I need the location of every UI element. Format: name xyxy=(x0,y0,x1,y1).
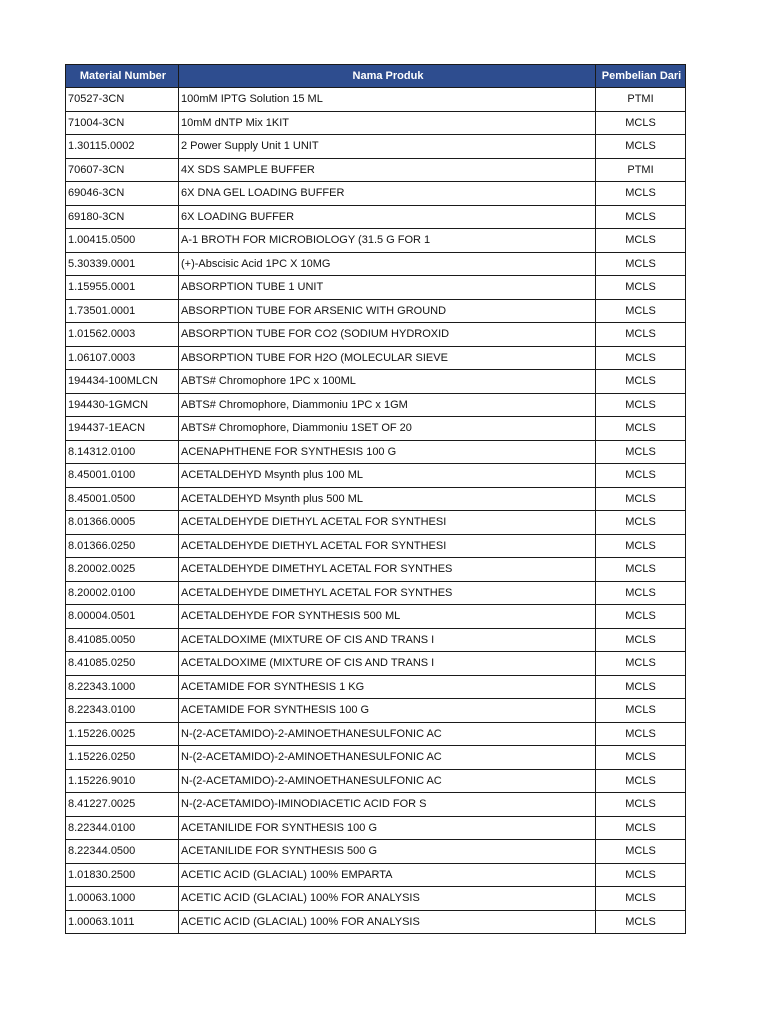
supplier-cell[interactable]: PTMI xyxy=(596,158,686,182)
material-number-cell[interactable]: 194430-1GMCN xyxy=(66,393,179,417)
product-name-cell[interactable]: ACETALDEHYDE DIETHYL ACETAL FOR SYNTHESI xyxy=(179,511,596,535)
table-row xyxy=(66,534,686,558)
material-number-cell[interactable]: 1.01562.0003 xyxy=(66,323,179,347)
product-name-cell[interactable]: N-(2-ACETAMIDO)-2-AMINOETHANESULFONIC AC xyxy=(179,746,596,770)
material-number-cell[interactable]: 1.30115.0002 xyxy=(66,135,179,159)
supplier-cell[interactable]: MCLS xyxy=(596,252,686,276)
product-name-cell[interactable]: ACETALDEHYDE DIMETHYL ACETAL FOR SYNTHES xyxy=(179,558,596,582)
supplier-cell[interactable]: MCLS xyxy=(596,863,686,887)
material-number-cell[interactable]: 1.15955.0001 xyxy=(66,276,179,300)
material-number-cell[interactable]: 8.22343.1000 xyxy=(66,675,179,699)
material-number-cell[interactable]: 194434-100MLCN xyxy=(66,370,179,394)
supplier-cell[interactable]: MCLS xyxy=(596,605,686,629)
table-row xyxy=(66,135,686,159)
material-number-cell[interactable]: 8.41085.0050 xyxy=(66,628,179,652)
table-row xyxy=(66,628,686,652)
material-number-cell[interactable]: 70607-3CN xyxy=(66,158,179,182)
supplier-cell[interactable]: MCLS xyxy=(596,182,686,206)
supplier-cell[interactable]: MCLS xyxy=(596,722,686,746)
material-number-cell[interactable]: 1.00063.1011 xyxy=(66,910,179,934)
product-name-cell[interactable]: ACETANILIDE FOR SYNTHESIS 100 G xyxy=(179,816,596,840)
material-number-cell[interactable]: 8.41085.0250 xyxy=(66,652,179,676)
product-name-cell[interactable]: 4X SDS SAMPLE BUFFER xyxy=(179,158,596,182)
supplier-cell[interactable]: MCLS xyxy=(596,393,686,417)
supplier-cell[interactable]: MCLS xyxy=(596,417,686,441)
material-number-cell[interactable]: 5.30339.0001 xyxy=(66,252,179,276)
material-number-cell[interactable]: 8.45001.0500 xyxy=(66,487,179,511)
table-row xyxy=(66,558,686,582)
table-row xyxy=(66,417,686,441)
supplier-cell[interactable]: MCLS xyxy=(596,652,686,676)
table-row xyxy=(66,299,686,323)
material-number-cell[interactable]: 1.15226.9010 xyxy=(66,769,179,793)
table-row xyxy=(66,323,686,347)
material-number-cell[interactable]: 8.01366.0250 xyxy=(66,534,179,558)
table-row xyxy=(66,440,686,464)
material-number-cell[interactable]: 8.22344.0500 xyxy=(66,840,179,864)
product-name-cell[interactable]: ABSORPTION TUBE 1 UNIT xyxy=(179,276,596,300)
supplier-cell[interactable]: MCLS xyxy=(596,511,686,535)
table-row xyxy=(66,182,686,206)
material-number-cell[interactable]: 1.15226.0250 xyxy=(66,746,179,770)
product-name-cell[interactable]: N-(2-ACETAMIDO)-IMINODIACETIC ACID FOR S xyxy=(179,793,596,817)
material-number-cell[interactable]: 1.00415.0500 xyxy=(66,229,179,253)
table-row xyxy=(66,887,686,911)
supplier-cell[interactable]: MCLS xyxy=(596,840,686,864)
header-material-number[interactable]: Material Number xyxy=(66,65,179,88)
table-row xyxy=(66,487,686,511)
table-body xyxy=(66,88,686,934)
product-name-cell[interactable]: ABTS# Chromophore 1PC x 100ML xyxy=(179,370,596,394)
material-number-cell[interactable]: 69046-3CN xyxy=(66,182,179,206)
material-number-cell[interactable]: 1.00063.1000 xyxy=(66,887,179,911)
material-number-cell[interactable]: 69180-3CN xyxy=(66,205,179,229)
supplier-cell[interactable]: PTMI xyxy=(596,88,686,112)
table-row xyxy=(66,370,686,394)
product-name-cell[interactable]: ACETALDEHYDE DIMETHYL ACETAL FOR SYNTHES xyxy=(179,581,596,605)
supplier-cell[interactable]: MCLS xyxy=(596,793,686,817)
supplier-cell[interactable]: MCLS xyxy=(596,299,686,323)
header-pembelian-dari[interactable]: Pembelian Dari xyxy=(596,65,686,88)
material-number-cell[interactable]: 1.06107.0003 xyxy=(66,346,179,370)
product-name-cell[interactable]: ACETALDEHYDE FOR SYNTHESIS 500 ML xyxy=(179,605,596,629)
supplier-cell[interactable]: MCLS xyxy=(596,910,686,934)
table-row xyxy=(66,699,686,723)
material-number-cell[interactable]: 70527-3CN xyxy=(66,88,179,112)
table-row xyxy=(66,793,686,817)
supplier-cell[interactable]: MCLS xyxy=(596,581,686,605)
header-nama-produk[interactable]: Nama Produk xyxy=(179,65,596,88)
material-number-cell[interactable]: 1.73501.0001 xyxy=(66,299,179,323)
table-row xyxy=(66,863,686,887)
material-number-cell[interactable]: 8.22343.0100 xyxy=(66,699,179,723)
supplier-cell[interactable]: MCLS xyxy=(596,205,686,229)
table-row xyxy=(66,910,686,934)
product-name-cell[interactable]: 100mM IPTG Solution 15 ML xyxy=(179,88,596,112)
supplier-cell[interactable]: MCLS xyxy=(596,746,686,770)
table-row xyxy=(66,746,686,770)
product-name-cell[interactable]: ABSORPTION TUBE FOR CO2 (SODIUM HYDROXID xyxy=(179,323,596,347)
supplier-cell[interactable]: MCLS xyxy=(596,323,686,347)
product-name-cell[interactable]: N-(2-ACETAMIDO)-2-AMINOETHANESULFONIC AC xyxy=(179,722,596,746)
product-name-cell[interactable]: ABTS# Chromophore, Diammoniu 1PC x 1GM xyxy=(179,393,596,417)
table-row xyxy=(66,346,686,370)
table-row xyxy=(66,276,686,300)
supplier-cell[interactable]: MCLS xyxy=(596,346,686,370)
supplier-cell[interactable]: MCLS xyxy=(596,558,686,582)
product-name-cell[interactable]: ABSORPTION TUBE FOR ARSENIC WITH GROUND xyxy=(179,299,596,323)
supplier-cell[interactable]: MCLS xyxy=(596,534,686,558)
product-name-cell[interactable]: ACETIC ACID (GLACIAL) 100% FOR ANALYSIS xyxy=(179,910,596,934)
table-row xyxy=(66,205,686,229)
supplier-cell[interactable]: MCLS xyxy=(596,370,686,394)
table-row xyxy=(66,88,686,112)
material-number-cell[interactable]: 1.01830.2500 xyxy=(66,863,179,887)
supplier-cell[interactable]: MCLS xyxy=(596,111,686,135)
table-row xyxy=(66,511,686,535)
product-name-cell[interactable]: N-(2-ACETAMIDO)-2-AMINOETHANESULFONIC AC xyxy=(179,769,596,793)
material-number-cell[interactable]: 8.22344.0100 xyxy=(66,816,179,840)
supplier-cell[interactable]: MCLS xyxy=(596,440,686,464)
product-name-cell[interactable]: ABTS# Chromophore, Diammoniu 1SET OF 20 xyxy=(179,417,596,441)
supplier-cell[interactable]: MCLS xyxy=(596,487,686,511)
material-number-cell[interactable]: 8.41227.0025 xyxy=(66,793,179,817)
table-row xyxy=(66,252,686,276)
product-name-cell[interactable]: ACETALDEHYD Msynth plus 500 ML xyxy=(179,487,596,511)
supplier-cell[interactable]: MCLS xyxy=(596,229,686,253)
supplier-cell[interactable]: MCLS xyxy=(596,464,686,488)
product-name-cell[interactable]: ACETALDEHYDE DIETHYL ACETAL FOR SYNTHESI xyxy=(179,534,596,558)
material-number-cell[interactable]: 8.20002.0025 xyxy=(66,558,179,582)
material-number-cell[interactable]: 194437-1EACN xyxy=(66,417,179,441)
supplier-cell[interactable]: MCLS xyxy=(596,276,686,300)
product-name-cell[interactable]: ACENAPHTHENE FOR SYNTHESIS 100 G xyxy=(179,440,596,464)
header-row xyxy=(66,65,686,88)
product-name-cell[interactable]: (+)-Abscisic Acid 1PC X 10MG xyxy=(179,252,596,276)
supplier-cell[interactable]: MCLS xyxy=(596,675,686,699)
supplier-cell[interactable]: MCLS xyxy=(596,135,686,159)
product-name-cell[interactable]: ACETIC ACID (GLACIAL) 100% EMPARTA xyxy=(179,863,596,887)
material-number-cell[interactable]: 71004-3CN xyxy=(66,111,179,135)
table-row xyxy=(66,605,686,629)
material-number-cell[interactable]: 8.20002.0100 xyxy=(66,581,179,605)
table-row xyxy=(66,393,686,417)
supplier-cell[interactable]: MCLS xyxy=(596,699,686,723)
table-row xyxy=(66,769,686,793)
product-name-cell[interactable]: A-1 BROTH FOR MICROBIOLOGY (31.5 G FOR 1 xyxy=(179,229,596,253)
product-name-cell[interactable]: ACETAMIDE FOR SYNTHESIS 100 G xyxy=(179,699,596,723)
table-row xyxy=(66,111,686,135)
product-name-cell[interactable]: 6X LOADING BUFFER xyxy=(179,205,596,229)
material-number-cell[interactable]: 8.14312.0100 xyxy=(66,440,179,464)
table-row xyxy=(66,158,686,182)
table-row xyxy=(66,840,686,864)
table-row xyxy=(66,722,686,746)
material-number-cell[interactable]: 8.45001.0100 xyxy=(66,464,179,488)
supplier-cell[interactable]: MCLS xyxy=(596,628,686,652)
product-name-cell[interactable]: ACETALDOXIME (MIXTURE OF CIS AND TRANS I xyxy=(179,628,596,652)
table-row xyxy=(66,581,686,605)
product-table xyxy=(65,64,686,934)
material-number-cell[interactable]: 8.01366.0005 xyxy=(66,511,179,535)
product-name-cell[interactable]: ACETANILIDE FOR SYNTHESIS 500 G xyxy=(179,840,596,864)
product-name-cell[interactable]: ACETALDOXIME (MIXTURE OF CIS AND TRANS I xyxy=(179,652,596,676)
supplier-cell[interactable]: MCLS xyxy=(596,816,686,840)
table-row xyxy=(66,675,686,699)
product-name-cell[interactable]: ACETALDEHYD Msynth plus 100 ML xyxy=(179,464,596,488)
table-row xyxy=(66,816,686,840)
material-number-cell[interactable]: 1.15226.0025 xyxy=(66,722,179,746)
product-name-cell[interactable]: 2 Power Supply Unit 1 UNIT xyxy=(179,135,596,159)
supplier-cell[interactable]: MCLS xyxy=(596,769,686,793)
supplier-cell[interactable]: MCLS xyxy=(596,887,686,911)
table-row xyxy=(66,652,686,676)
product-name-cell[interactable]: ACETAMIDE FOR SYNTHESIS 1 KG xyxy=(179,675,596,699)
product-name-cell[interactable]: 6X DNA GEL LOADING BUFFER xyxy=(179,182,596,206)
table-row xyxy=(66,464,686,488)
material-number-cell[interactable]: 8.00004.0501 xyxy=(66,605,179,629)
product-name-cell[interactable]: 10mM dNTP Mix 1KIT xyxy=(179,111,596,135)
product-name-cell[interactable]: ACETIC ACID (GLACIAL) 100% FOR ANALYSIS xyxy=(179,887,596,911)
table-row xyxy=(66,229,686,253)
product-name-cell[interactable]: ABSORPTION TUBE FOR H2O (MOLECULAR SIEVE xyxy=(179,346,596,370)
